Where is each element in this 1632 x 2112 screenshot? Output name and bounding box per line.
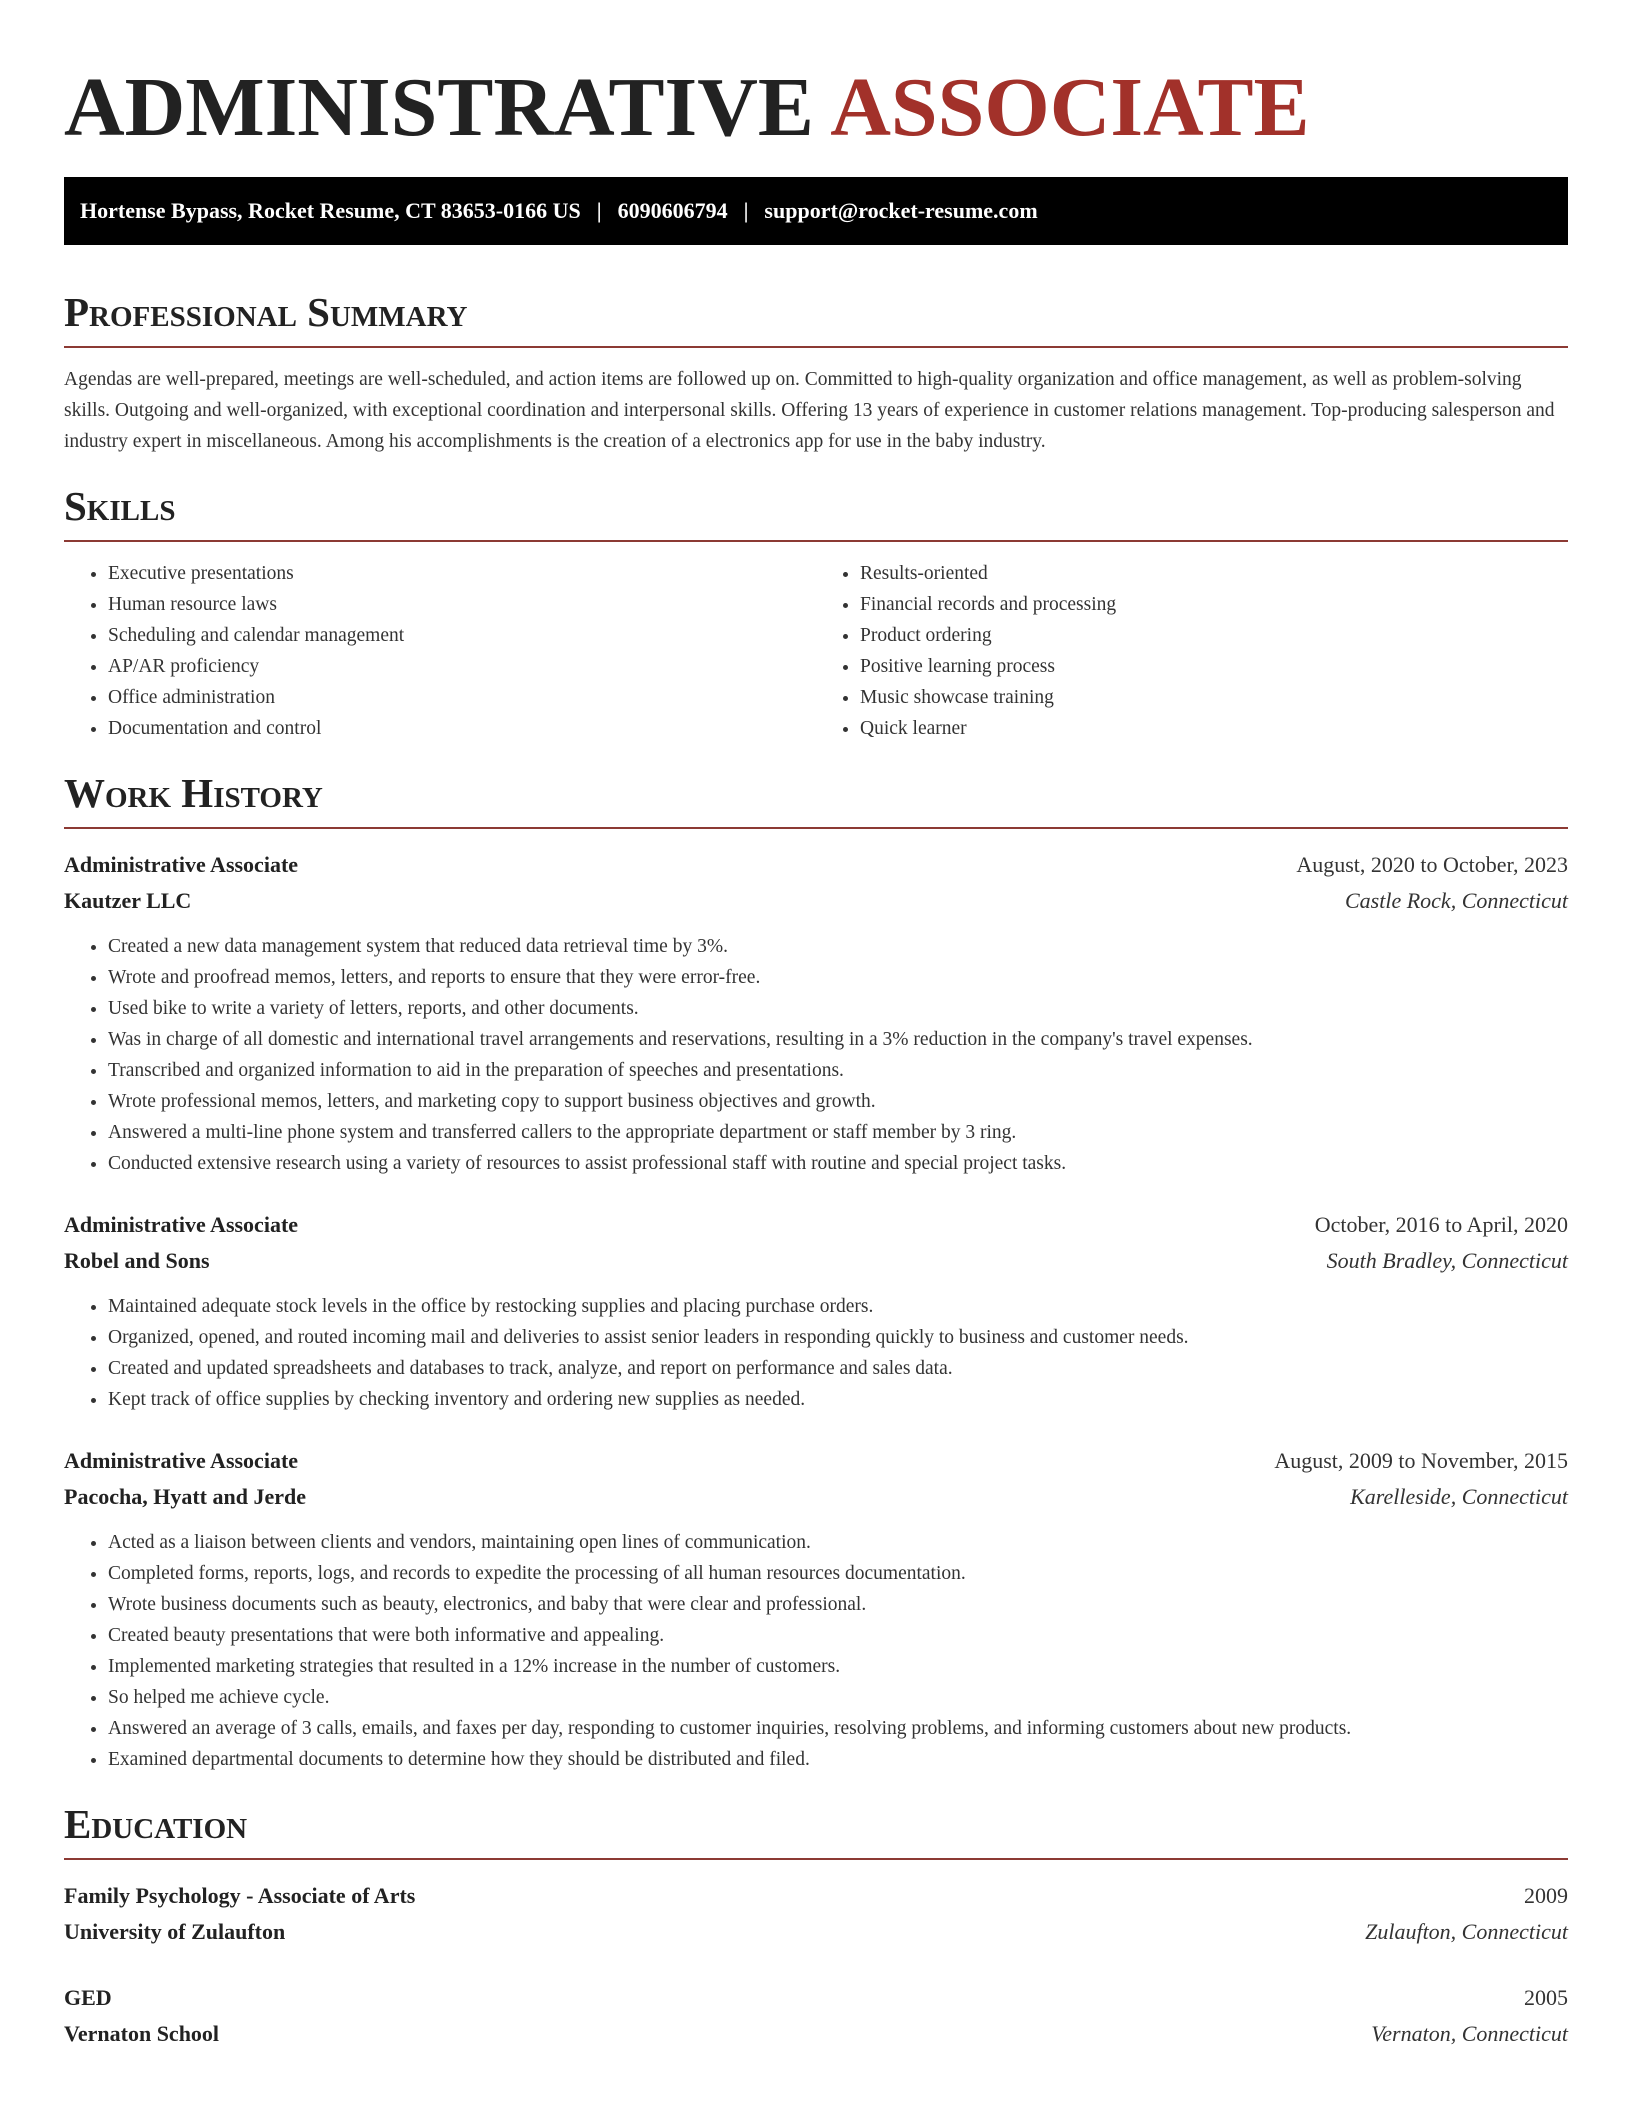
job-location: Castle Rock, Connecticut xyxy=(1345,888,1568,914)
skill-item: • Executive presentations xyxy=(108,558,816,589)
education-school: Vernaton School xyxy=(64,2021,220,2047)
job-bullet: • Created a new data management system that reduced data retrieval time by 3%. xyxy=(108,931,1568,962)
contact-address: Hortense Bypass, Rocket Resume, CT 83653-0166 US xyxy=(80,197,581,223)
job-location: Karelleside, Connecticut xyxy=(1350,1484,1568,1510)
job-entry xyxy=(64,1443,1568,1775)
job-company: Pacocha, Hyatt and Jerde xyxy=(64,1484,306,1510)
education-header xyxy=(64,1878,1568,1914)
section-divider xyxy=(64,1858,1568,1860)
education-section xyxy=(64,1801,1568,2052)
job-bullet: • Organized, opened, and routed incoming mail and deliveries to assist senior leaders in responding quickly to business and customer needs. xyxy=(108,1322,1568,1353)
job-bullet: • Answered an average of 3 calls, emails, and faxes per day, responding to customer inquiries, resolving problems, and informing customers about new products. xyxy=(108,1713,1568,1744)
skill-item: • Results-oriented xyxy=(860,558,1568,589)
skill-item: • Quick learner xyxy=(860,713,1568,744)
job-subheader xyxy=(64,1243,1568,1279)
job-entry xyxy=(64,847,1568,1179)
education-degree: Family Psychology - Associate of Arts xyxy=(64,1883,416,1909)
job-position: Administrative Associate xyxy=(64,852,299,878)
job-position: Administrative Associate xyxy=(64,1212,299,1238)
job-bullet: • Implemented marketing strategies that resulted in a 12% increase in the number of customers. xyxy=(108,1651,1568,1682)
education-location: Vernaton, Connecticut xyxy=(1371,2021,1568,2047)
section-divider xyxy=(64,346,1568,348)
job-dates: October, 2016 to April, 2020 xyxy=(1314,1212,1568,1238)
job-location: South Bradley, Connecticut xyxy=(1326,1248,1568,1274)
job-position: Administrative Associate xyxy=(64,1448,299,1474)
contact-bar xyxy=(64,177,1568,245)
skill-item: • Product ordering xyxy=(860,620,1568,651)
job-bullet: • Wrote and proofread memos, letters, and reports to ensure that they were error-free. xyxy=(108,962,1568,993)
job-bullets xyxy=(64,1527,1568,1775)
skills-list xyxy=(64,558,1568,744)
name-last: ASSOCIATE xyxy=(830,61,1310,154)
education-subheader xyxy=(64,2016,1568,2052)
job-bullet: • Transcribed and organized information to aid in the preparation of speeches and presentations. xyxy=(108,1055,1568,1086)
job-header xyxy=(64,1443,1568,1479)
job-bullet: • Wrote business documents such as beauty, electronics, and baby that were clear and professional. xyxy=(108,1589,1568,1620)
contact-separator: | xyxy=(596,197,602,223)
job-bullet: • Conducted extensive research using a variety of resources to assist professional staff with routine and special project tasks. xyxy=(108,1148,1568,1179)
education-year: 2009 xyxy=(1524,1883,1568,1909)
job-dates: August, 2009 to November, 2015 xyxy=(1274,1448,1568,1474)
job-entry xyxy=(64,1207,1568,1415)
job-subheader xyxy=(64,1479,1568,1515)
education-year: 2005 xyxy=(1524,1985,1568,2011)
skill-item: • Music showcase training xyxy=(860,682,1568,713)
job-company: Robel and Sons xyxy=(64,1248,210,1274)
job-bullet: • Created and updated spreadsheets and databases to track, analyze, and report on performance and sales data. xyxy=(108,1353,1568,1384)
section-title-education: Education xyxy=(64,1801,248,1848)
job-bullet: • Acted as a liaison between clients and vendors, maintaining open lines of communication. xyxy=(108,1527,1568,1558)
education-header xyxy=(64,1980,1568,2016)
job-bullets xyxy=(64,931,1568,1179)
skills-column-right xyxy=(816,558,1568,744)
section-title-skills: Skills xyxy=(64,482,176,529)
summary-text: Agendas are well-prepared, meetings are well-scheduled, and action items are followed up on. Committed to high-quality organization and office management, as well as problem-solving skills. Outgoing and well-organized, with exceptional coordination and interpersonal skills. Offering 13 years of experience in customer relations management. Top-producing salesperson and industry expert in miscellaneous. Among his accomplishments is the creation of a electronics app for use in the baby industry. xyxy=(64,368,1555,452)
education-entry xyxy=(64,1980,1568,2052)
education-subheader xyxy=(64,1914,1568,1950)
education-location: Zulaufton, Connecticut xyxy=(1365,1919,1568,1945)
job-header xyxy=(64,847,1568,883)
job-bullet: • Kept track of office supplies by checking inventory and ordering new supplies as needed. xyxy=(108,1384,1568,1415)
skill-item: • Scheduling and calendar management xyxy=(108,620,816,651)
section-title-summary: Professional Summary xyxy=(64,288,468,335)
job-bullet: • Used bike to write a variety of letters, reports, and other documents. xyxy=(108,993,1568,1024)
skill-item: • Positive learning process xyxy=(860,651,1568,682)
job-subheader xyxy=(64,883,1568,919)
summary-section xyxy=(64,289,1568,457)
job-bullet: • So helped me achieve cycle. xyxy=(108,1682,1568,1713)
skill-item: • Human resource laws xyxy=(108,589,816,620)
contact-separator: | xyxy=(743,197,749,223)
contact-email: support@rocket-resume.com xyxy=(764,197,1038,223)
job-bullet: • Completed forms, reports, logs, and records to expedite the processing of all human resources documentation. xyxy=(108,1558,1568,1589)
job-header xyxy=(64,1207,1568,1243)
section-title-work-history: Work History xyxy=(64,770,323,817)
job-bullet: • Answered a multi-line phone system and transferred callers to the appropriate department or staff member by 3 ring. xyxy=(108,1117,1568,1148)
skill-item: • AP/AR proficiency xyxy=(108,651,816,682)
job-dates: August, 2020 to October, 2023 xyxy=(1296,852,1568,878)
job-bullet: • Was in charge of all domestic and international travel arrangements and reservations, resulting in a 3% reduction in the company's travel expenses. xyxy=(108,1024,1568,1055)
skills-section xyxy=(64,483,1568,744)
job-company: Kautzer LLC xyxy=(64,888,192,914)
work-history-section xyxy=(64,770,1568,1775)
skill-item: • Documentation and control xyxy=(108,713,816,744)
education-school: University of Zulaufton xyxy=(64,1919,286,1945)
job-bullet: • Maintained adequate stock levels in the office by restocking supplies and placing purchase orders. xyxy=(108,1291,1568,1322)
section-divider xyxy=(64,827,1568,829)
education-entry xyxy=(64,1878,1568,1950)
job-bullets xyxy=(64,1291,1568,1415)
job-bullet: • Created beauty presentations that were both informative and appealing. xyxy=(108,1620,1568,1651)
resume-name xyxy=(64,0,1568,159)
job-bullet: • Examined departmental documents to determine how they should be distributed and filed. xyxy=(108,1744,1568,1775)
skill-item: • Financial records and processing xyxy=(860,589,1568,620)
skill-item: • Office administration xyxy=(108,682,816,713)
job-bullet: • Wrote professional memos, letters, and marketing copy to support business objectives and growth. xyxy=(108,1086,1568,1117)
name-first: ADMINISTRATIVE xyxy=(64,61,814,154)
section-divider xyxy=(64,540,1568,542)
contact-phone: 6090606794 xyxy=(617,197,728,223)
education-degree: GED xyxy=(64,1985,112,2011)
skills-column-left xyxy=(64,558,816,744)
